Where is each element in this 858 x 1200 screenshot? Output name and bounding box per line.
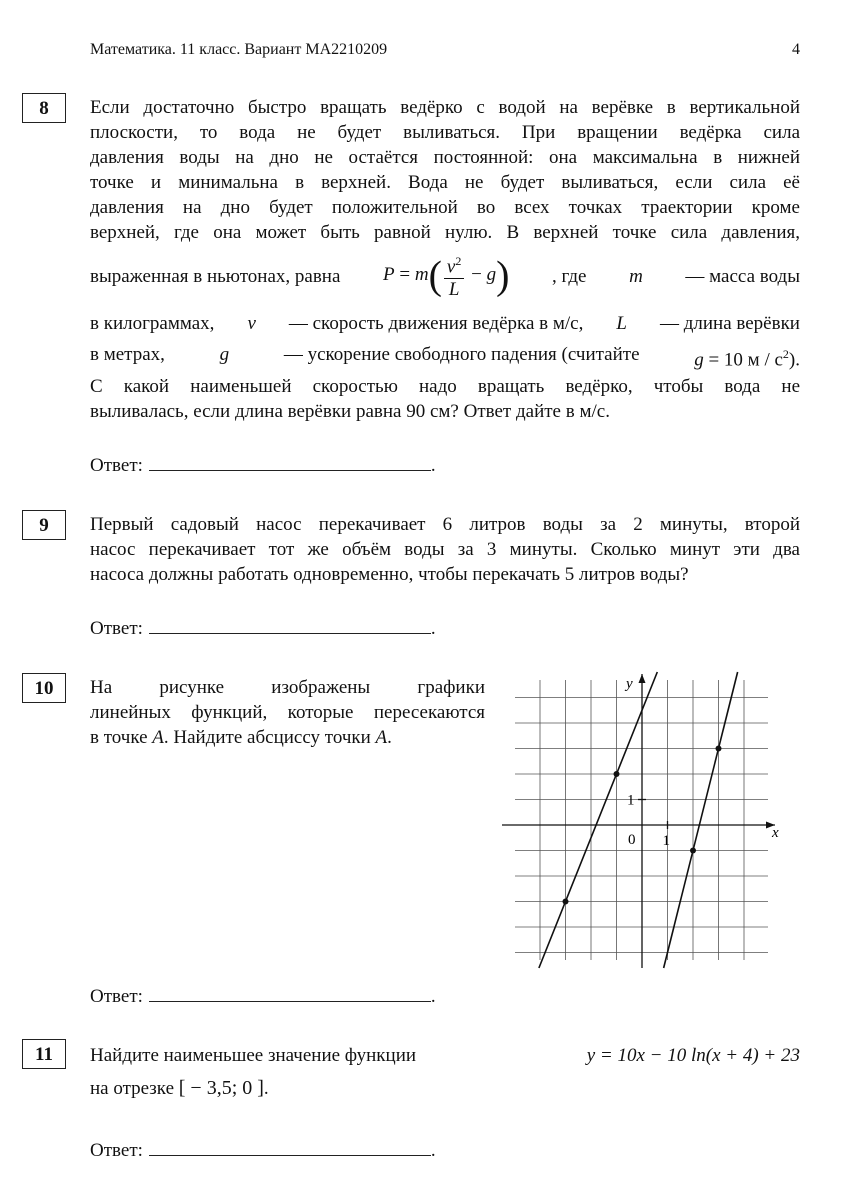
origin-label: 0 [628,832,636,848]
y-tick-label: 1 [627,792,635,809]
series-lines [539,672,738,968]
page-header [90,41,800,65]
pressure-formula: P = m( $\frac{v^2}{L}$ − g) [383,253,510,300]
answer-field[interactable] [149,1137,431,1156]
x-tick-label: 1 [662,833,670,849]
x-axis-label: x [772,825,779,841]
task-number-9: 9 [22,510,66,540]
task-11-text: Найдите наименьшее значение функции y = 10x − 10 ln(x + 4) + 23 на отрезке [ − 3,5; 0 ]. [90,1045,800,1099]
task-8-text: Если достаточно быстро вращать ведёрко с водой на верёвке в вертикальной плоскости, то вода не будет выливаться. При вращении ведёрка сила давления воды на дно не остаётся постоянной: она максимальна в нижней точке и минимальна в верхней. Вода не будет выливаться, если сила её давления на дно будет положительной во всех точках траектории кроме верхней, где она может быть равной нулю. В верхней точке сила давления, выраженная в ньютонах, равна P = m( $\frac{v^2}{L}$ − g) , где m — масса воды в килограммах, v — скорость движения ведёрка в м/с, L — длина верёвки в метрах, g — ускорение свободного падения (считайте g = 10 м / $с^2$). С какой наименьшей скоростью надо вращать ведёрко, чтобы вода не выливалась, если длина верёвки равна 90 см? Ответ дайте в м/с. [90,97,800,423]
interval: [ − 3,5; 0 ] [178,1077,264,1099]
task-9-text: Первый садовый насос перекачивает 6 литров воды за 2 минуты, второй насос перекачивает тот же объём воды за 3 минуты. Сколько минут эти два насоса должны работать одновременно, чтобы перекачать 5 литров воды? [90,514,800,585]
answer-field[interactable] [149,615,431,634]
data-point [614,771,620,777]
function-formula: y = 10x − 10 ln(x + 4) + 23 [586,1045,800,1066]
data-point [563,899,569,905]
series-line-1 [539,672,657,968]
task-8-answer: Ответ: . [90,452,436,477]
data-point [690,848,696,854]
task-10-text: На рисунке изображены графики линейных функций, которые пересекаются в точке A. Найдите абсциссу точки A. [90,677,485,748]
task-9-answer: Ответ: . [90,615,436,640]
data-point [716,746,722,752]
series-line-2 [664,672,738,968]
linear-functions-graph [470,670,790,970]
page-number: 4 [792,41,800,58]
document-title: Математика. 11 класс. Вариант МА2210209 [90,41,388,58]
task-8-formula-line: выраженная в ньютонах, равна P = m( $\frac{v^2}{L}$ − g) , где m — масса воды [90,253,800,300]
y-axis-label: y [626,676,633,692]
task-number-8: 8 [22,93,66,123]
task-11-answer: Ответ: . [90,1137,436,1162]
task-number-11: 11 [22,1039,66,1069]
answer-field[interactable] [149,983,431,1002]
task-10-answer: Ответ: . [90,983,436,1008]
y-axis-arrow [639,674,646,683]
answer-field[interactable] [149,452,431,471]
task-number-10: 10 [22,673,66,703]
